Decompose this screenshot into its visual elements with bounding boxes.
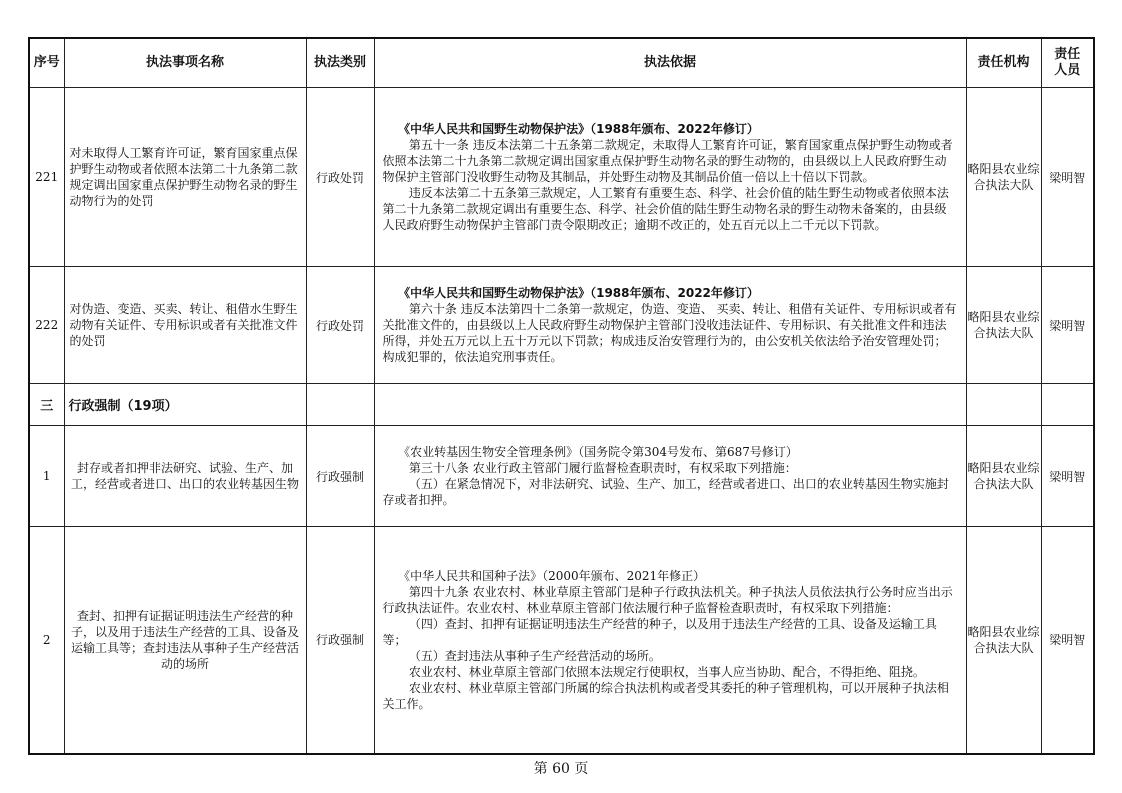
row-item-name: 对未取得人工繁育许可证，繁育国家重点保护野生动物或者依照本法第二十九条第二款规定调出国家重点保护野生动物名录的野生动物行为的处罚 — [64, 88, 306, 267]
header-category: 执法类别 — [306, 38, 374, 88]
header-person-line1: 责任 — [1054, 47, 1081, 62]
section-empty-cell — [966, 384, 1041, 426]
row-no: 2 — [29, 527, 64, 754]
basis-paragraph: （五）查封违法从事种子生产经营活动的场所。 — [408, 648, 661, 663]
law-enforcement-table — [28, 37, 1095, 755]
header-basis: 执法依据 — [374, 38, 966, 88]
basis-paragraph: （五）在紧急情况下，对非法研究、试验、生产、加工，经营或者进口、出口的农业转基因生物实施封存或者扣押。 — [382, 477, 949, 507]
table-row — [29, 527, 1094, 754]
header-name: 执法事项名称 — [64, 38, 306, 88]
row-org: 略阳县农业综合执法大队 — [966, 426, 1041, 527]
table-row — [29, 426, 1094, 527]
row-person: 梁明智 — [1041, 88, 1094, 267]
table-row — [29, 267, 1094, 384]
row-category: 行政强制 — [306, 426, 374, 527]
row-person: 梁明智 — [1041, 527, 1094, 754]
row-no: 221 — [29, 88, 64, 267]
section-empty-cell — [306, 384, 374, 426]
row-item-name: 对伪造、变造、买卖、转让、租借水生野生动物有关证件、专用标识或者有关批准文件的处罚 — [64, 267, 306, 384]
section-empty-cell — [374, 384, 966, 426]
basis-paragraph: （四）查封、扣押有证据证明违法生产经营的种子，以及用于违法生产经营的工具、设备及运输工具等； — [382, 616, 937, 647]
row-no: 1 — [29, 426, 64, 527]
basis-paragraph: 第四十九条 农业农村、林业草原主管部门是种子行政执法机关。种子执法人员依法执行公务时应当出示行政执法证件。农业农村、林业草原主管部门依法履行种子监督检查职责时，有权采取下列措施： — [382, 584, 953, 615]
row-org: 略阳县农业综合执法大队 — [966, 267, 1041, 384]
row-org: 略阳县农业综合执法大队 — [966, 527, 1041, 754]
row-category: 行政强制 — [306, 527, 374, 754]
row-item-name: 查封、扣押有证据证明违法生产经营的种子，以及用于违法生产经营的工具、设备及运输工具等；查封违法从事种子生产经营活动的场所 — [64, 527, 306, 754]
basis-paragraph: 违反本法第二十五条第三款规定，人工繁育有重要生态、科学、社会价值的陆生野生动物或者依照本法第二十九条第二款规定调出有重要生态、科学、社会价值的陆生野生动物名录的野生动物未备案的，由县级人民政府野生动物保护主管部门责令限期改正；逾期不改正的，处五百元以上二千元以下罚款。 — [382, 186, 949, 232]
row-basis — [374, 88, 966, 267]
row-basis — [374, 527, 966, 754]
basis-paragraph: 第六十条 违反本法第四十二条第一款规定，伪造、变造、 买卖、转让、租借有关证件、专用标识或者有关批准文件的，由县级以上人民政府野生动物保护主管部门没收违法证件、专用标识、有关批准文件和违法所得，并处五万元以上五十万元以下罚款；构成违反治安管理行为的，由公安机关依法给予治安管理处罚；构成犯罪的，依法追究刑事责任。 — [382, 302, 957, 364]
page-number: 第 60 页 — [533, 761, 589, 777]
row-category: 行政处罚 — [306, 267, 374, 384]
basis-law-title: 《中华人民共和国野生动物保护法》（1988年颁布、2022年修订） — [398, 286, 759, 300]
section-row — [29, 384, 1094, 426]
row-no: 222 — [29, 267, 64, 384]
section-title: 行政强制（19项） — [64, 384, 306, 426]
basis-paragraph: 第三十八条 农业行政主管部门履行监督检查职责时，有权采取下列措施： — [408, 461, 797, 475]
row-person: 梁明智 — [1041, 426, 1094, 527]
row-org: 略阳县农业综合执法大队 — [966, 88, 1041, 267]
basis-law-title: 《中华人民共和国野生动物保护法》（1988年颁布、2022年修订） — [398, 122, 759, 136]
row-category: 行政处罚 — [306, 88, 374, 267]
row-basis — [374, 267, 966, 384]
header-person-line2: 人员 — [1054, 63, 1081, 78]
row-item-name: 封存或者扣押非法研究、试验、生产、加工，经营或者进口、出口的农业转基因生物 — [64, 426, 306, 527]
header-no: 序号 — [29, 38, 64, 88]
row-person: 梁明智 — [1041, 267, 1094, 384]
header-person — [1041, 38, 1094, 88]
basis-paragraph: 第五十一条 违反本法第二十五条第二款规定，未取得人工繁育许可证，繁育国家重点保护野生动物或者依照本法第二十九条第二款规定调出国家重点保护野生动物名录的野生动物的，由县级以上人民政府野生动物保护主管部门没收野生动物及其制品，并处野生动物及其制品价值一倍以上十倍以下罚款。 — [382, 138, 953, 184]
basis-paragraph: 农业农村、林业草原主管部门所属的综合执法机构或者受其委托的种子管理机构，可以开展种子执法相关工作。 — [382, 680, 949, 711]
section-no: 三 — [29, 384, 64, 426]
basis-law-title: 《农业转基因生物安全管理条例》（国务院令第304号发布、第687号修订） — [398, 445, 798, 459]
header-row — [29, 38, 1094, 88]
row-basis — [374, 426, 966, 527]
basis-law-title: 《中华人民共和国种子法》（2000年颁布、2021年修正） — [398, 568, 706, 583]
section-empty-cell — [1041, 384, 1094, 426]
table-row — [29, 88, 1094, 267]
header-org: 责任机构 — [966, 38, 1041, 88]
basis-paragraph: 农业农村、林业草原主管部门依照本法规定行使职权，当事人应当协助、配合，不得拒绝、阻挠。 — [408, 664, 925, 679]
